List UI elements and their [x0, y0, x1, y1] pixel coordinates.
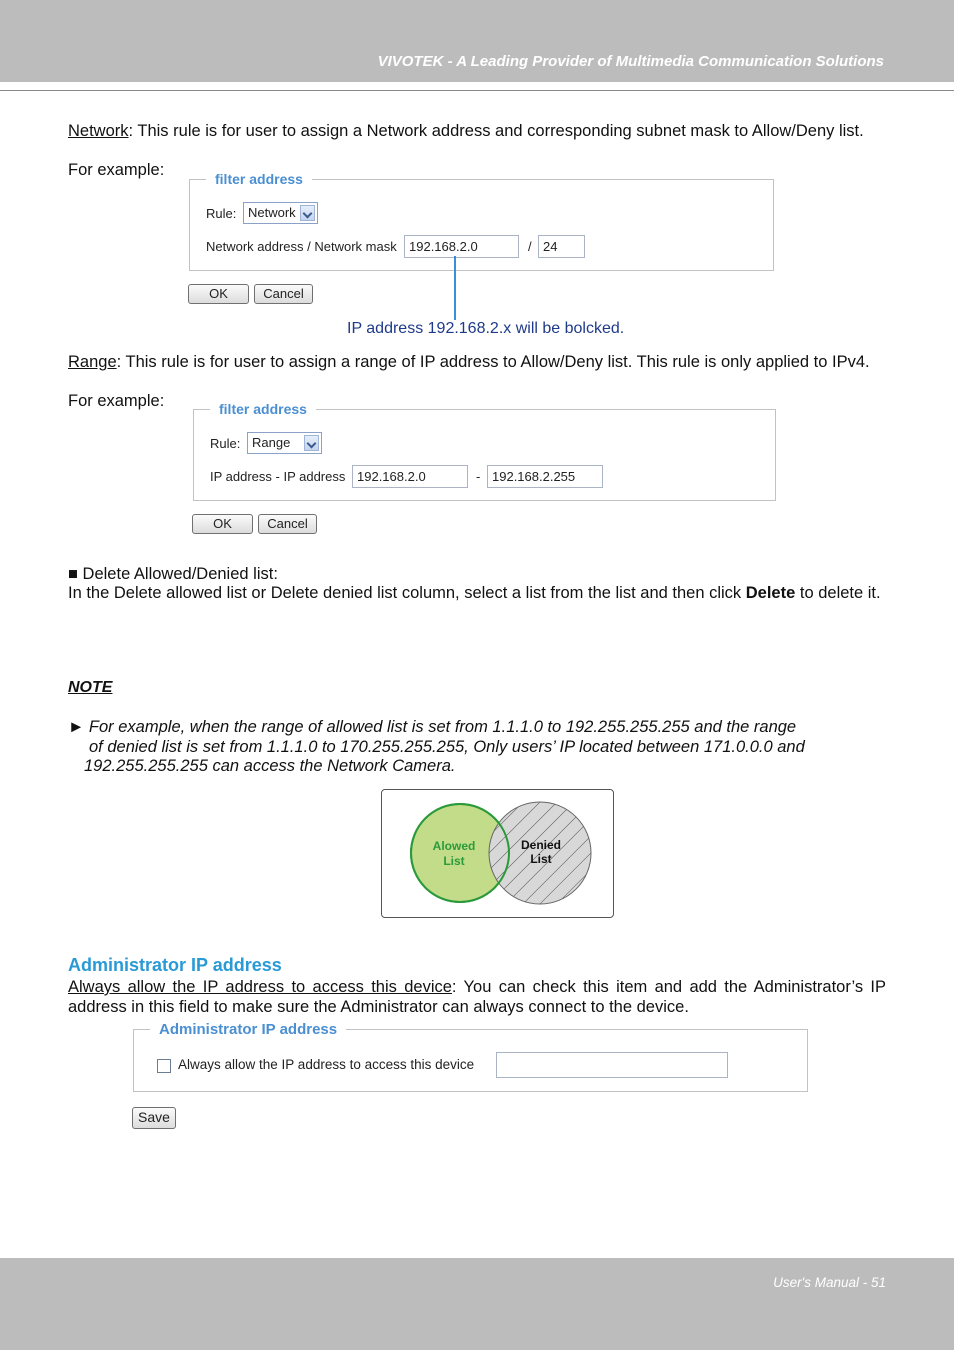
network-term: Network [68, 122, 129, 140]
allowed-label-1: Alowed [432, 839, 476, 853]
delete-text-after: to delete it. [795, 584, 881, 602]
range-rule-value: Range [252, 435, 291, 450]
chevron-down-icon [304, 435, 319, 451]
network-callout-text: IP address 192.168.2.x will be bolcked. [347, 320, 625, 337]
range-term: Range [68, 353, 117, 371]
admin-paragraph [68, 978, 886, 1017]
venn-diagram [382, 790, 613, 917]
save-button[interactable]: Save [132, 1107, 176, 1129]
network-rule-select[interactable] [243, 202, 318, 224]
callout-line [454, 256, 456, 320]
network-ok-button[interactable]: OK [188, 284, 249, 304]
chevron-down-icon [300, 205, 315, 221]
network-rule-value: Network [248, 205, 296, 220]
network-cancel-button[interactable]: Cancel [254, 284, 313, 304]
range-rule-select[interactable] [247, 432, 322, 454]
admin-description: : You can check this item and add the Administrator’s IP address in this field to make sure the Administrator can always connect to the device. [68, 978, 886, 1016]
range-cancel-button[interactable]: Cancel [258, 514, 317, 534]
allowed-label-2: List [443, 854, 465, 868]
range-for-example: For example: [68, 392, 165, 410]
network-rule-label: Rule: [206, 206, 237, 221]
network-for-example: For example: [68, 161, 165, 179]
range-rule-paragraph [68, 353, 886, 373]
delete-bold-word: Delete [745, 584, 796, 602]
always-allow-label: Always allow the IP address to access this device [178, 1057, 475, 1072]
network-mask-input[interactable]: 24 [538, 235, 585, 258]
note-line-2: of denied list is set from 1.1.1.0 to 170.255.255.255, Only users’ IP located between 171.0.0.0 and [89, 738, 805, 756]
note-title: NOTE [68, 679, 113, 696]
range-description: : This rule is for user to assign a range of IP address to Allow/Deny list. This rule is only applied to IPv4. [116, 353, 870, 371]
footer-band [0, 1258, 954, 1350]
network-panel-legend: filter address [215, 171, 303, 187]
network-address-input[interactable]: 192.168.2.0 [404, 235, 519, 258]
network-slash: / [528, 239, 532, 254]
admin-panel-legend: Administrator IP address [159, 1021, 338, 1038]
range-field-label: IP address - IP address [210, 469, 346, 484]
network-field-label: Network address / Network mask [206, 239, 397, 254]
denied-label-1: Denied [520, 838, 562, 852]
delete-bullet: ■ Delete Allowed/Denied list: [68, 565, 278, 583]
range-ok-button[interactable]: OK [192, 514, 253, 534]
header-rule [0, 90, 954, 91]
admin-section-title: Administrator IP address [68, 955, 282, 975]
range-rule-label: Rule: [210, 436, 241, 451]
note-line-1: ► For example, when the range of allowed list is set from 1.1.1.0 to 192.255.255.255 and the range [68, 718, 797, 736]
range-panel-legend: filter address [219, 401, 307, 417]
network-description: : This rule is for user to assign a Network address and corresponding subnet mask to Allow/Deny list. [128, 122, 864, 140]
denied-label-2: List [530, 852, 552, 866]
always-allow-checkbox[interactable] [157, 1059, 171, 1073]
note-line-3: 192.255.255.255 can access the Network Camera. [84, 757, 456, 775]
admin-term: Always allow the IP address to access this device [68, 978, 452, 996]
network-rule-paragraph [68, 122, 886, 142]
delete-paragraph [68, 584, 886, 604]
range-dash: - [476, 469, 481, 484]
header-title: VIVOTEK - A Leading Provider of Multimedia Communication Solutions [377, 53, 884, 70]
range-to-input[interactable]: 192.168.2.255 [487, 465, 603, 488]
venn-diagram-frame [381, 789, 614, 918]
admin-ip-input[interactable] [496, 1052, 728, 1078]
page-number: User's Manual - 51 [773, 1275, 886, 1290]
range-from-input[interactable]: 192.168.2.0 [352, 465, 468, 488]
delete-text-before: In the Delete allowed list or Delete denied list column, select a list from the list and then click [68, 584, 746, 602]
